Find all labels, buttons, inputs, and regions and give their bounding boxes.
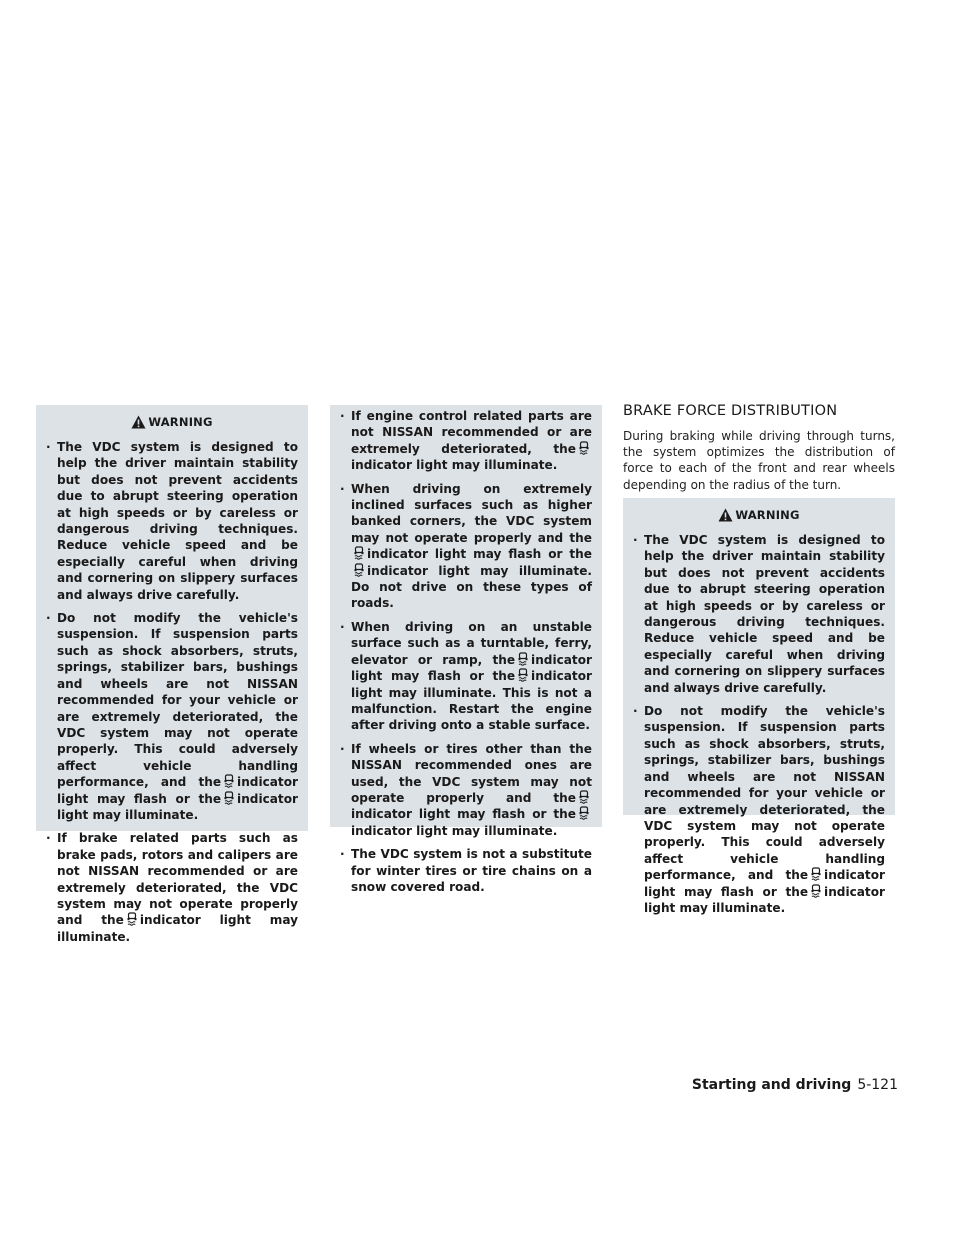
warning-text: indicator light may illuminate. Do not drive on these types of roads.: [351, 563, 592, 611]
warning-text: If wheels or tires other than the NISSAN recommended ones are used, the VDC system may not operate properly and the: [351, 741, 592, 805]
warning-item: [46, 439, 298, 603]
vdc-indicator-icon: [222, 774, 236, 788]
warning-text: When driving on an unstable surface such as a turntable, ferry, elevator or ramp, the: [351, 619, 592, 667]
warning-list: [46, 439, 298, 945]
warning-item: [633, 703, 885, 916]
warning-item: [340, 481, 592, 612]
warning-text: indicator light may illuminate.: [57, 913, 298, 944]
warning-box-3: [623, 498, 895, 915]
warning-box-2: [330, 405, 602, 894]
section-body: During braking while driving through turns, the system optimizes the distribution of force to each of the front and rear wheels depending on the radius of the turn.: [623, 429, 895, 492]
warning-header: [46, 411, 298, 433]
vdc-indicator-icon: [125, 912, 139, 926]
warning-item: [340, 619, 592, 734]
warning-list: [340, 408, 592, 895]
warning-text: indicator light may flash or the: [367, 547, 592, 562]
warning-text: Do not modify the vehicle's suspension. If suspension parts such as shock absorbers, struts, springs, stabilizer bars, bushings and wheels are not NISSAN recommended for your vehicle or are extremely deteriorated, the VDC system may not operate properly. This could adversely affect vehicle handling performance, and the: [57, 611, 298, 790]
warning-triangle-icon: [131, 415, 146, 429]
warning-label: WARNING: [735, 508, 800, 522]
footer-section-title: Starting and driving: [691, 1077, 852, 1093]
warning-text: indicator light may flash or the: [351, 652, 592, 684]
warning-text: indicator light may illuminate.: [351, 823, 558, 838]
warning-triangle-icon: [718, 508, 733, 522]
warning-text: indicator light may flash or the: [351, 807, 576, 822]
vdc-indicator-icon: [516, 652, 530, 666]
page-number: 5-121: [857, 1077, 898, 1093]
page-footer: [692, 1077, 898, 1093]
vdc-indicator-icon: [577, 806, 591, 820]
vdc-indicator-icon: [809, 884, 823, 898]
warning-item: [340, 741, 592, 839]
vdc-indicator-icon: [577, 790, 591, 804]
warning-text: When driving on extremely inclined surfaces such as higher banked corners, the VDC system may not operate properly and the: [351, 481, 592, 545]
warning-text: indicator light may illuminate.: [351, 458, 558, 473]
warning-item: [340, 408, 592, 474]
warning-header: [633, 504, 885, 526]
warning-text: The VDC system is designed to help the driver maintain stability but does not prevent accidents due to abrupt steering operation at high speeds or by careless or dangerous driving techniques. Reduce vehicle speed and be especially careful when driving and cornering on slippery surfaces and always drive carefully.: [57, 440, 298, 602]
warning-item: [46, 830, 298, 945]
vdc-indicator-icon: [516, 668, 530, 682]
vdc-indicator-icon: [577, 441, 591, 455]
vdc-indicator-icon: [352, 563, 366, 577]
warning-label: WARNING: [148, 415, 213, 429]
warning-text: indicator light may illuminate.: [57, 791, 298, 822]
warning-text: If engine control related parts are not NISSAN recommended or are extremely deteriorated, the: [351, 409, 592, 456]
warning-text: Do not modify the vehicle's suspension. If suspension parts such as shock absorbers, struts, springs, stabilizer bars, bushings and wheels are not NISSAN recommended for your vehicle or are extremely deteriorated, the VDC system may not operate properly. This could adversely affect vehicle handling performance, and the: [644, 704, 885, 883]
warning-item: [340, 846, 592, 895]
warning-text: The VDC system is not a substitute for winter tires or tire chains on a snow covered road.: [351, 847, 592, 894]
warning-list: [633, 532, 885, 916]
warning-text: indicator light may flash or the: [644, 868, 885, 899]
warning-text: indicator light may flash or the: [57, 775, 298, 806]
warning-box-1: [36, 405, 308, 944]
warning-item: [46, 610, 298, 823]
section-heading: BRAKE FORCE DISTRIBUTION: [623, 403, 838, 419]
warning-text: If brake related parts such as brake pads, rotors and calipers are not NISSAN recommended or are extremely deteriorated, the VDC system may not operate properly and the: [57, 831, 298, 928]
vdc-indicator-icon: [352, 546, 366, 560]
vdc-indicator-icon: [222, 791, 236, 805]
warning-text: indicator light may illuminate.: [644, 884, 885, 915]
warning-text: The VDC system is designed to help the driver maintain stability but does not prevent accidents due to abrupt steering operation at high speeds or by careless or dangerous driving techniques. Reduce vehicle speed and be especially careful when driving and cornering on slippery surfaces and always drive carefully.: [644, 533, 885, 695]
warning-text: indicator light may illuminate. This is not a malfunction. Restart the engine after driving onto a stable surface.: [351, 669, 592, 733]
warning-item: [633, 532, 885, 696]
vdc-indicator-icon: [809, 867, 823, 881]
